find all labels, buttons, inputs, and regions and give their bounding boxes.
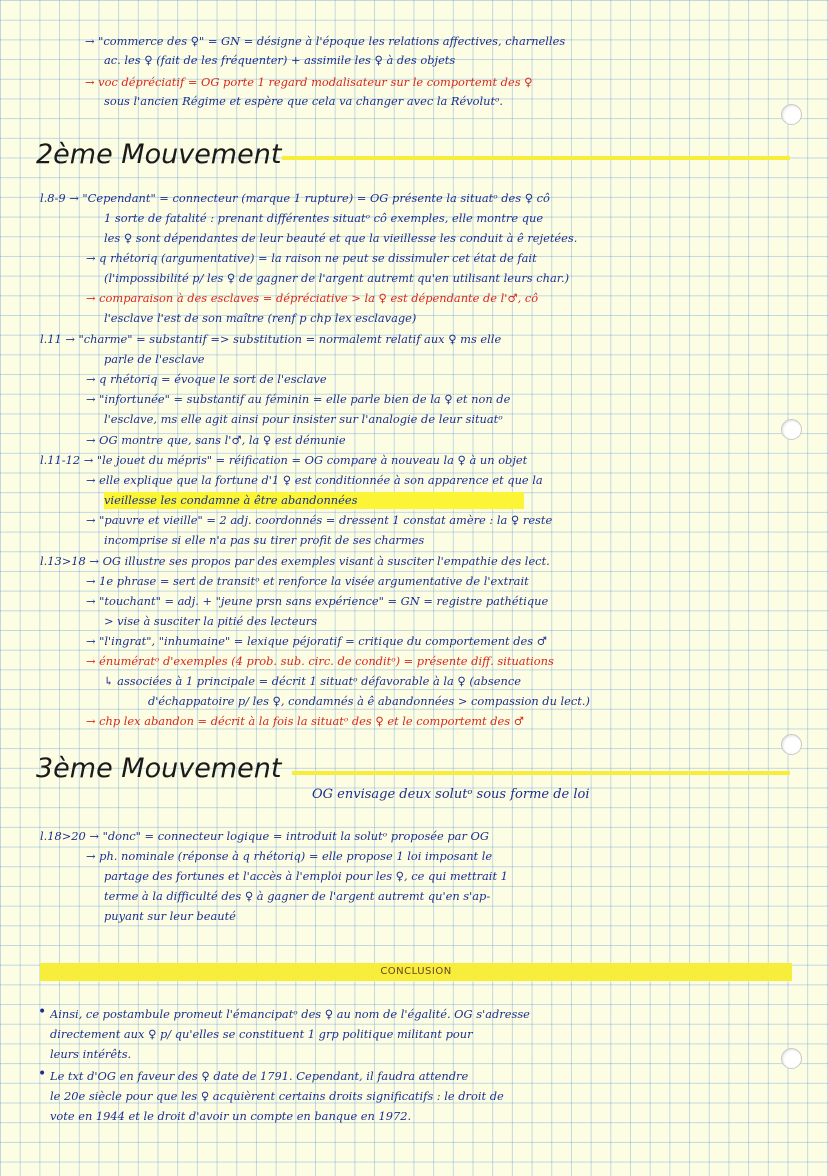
note-line: parle de l'esclave: [104, 352, 205, 366]
note-line: → "infortunée" = substantif au féminin = elle parle bien de la ♀ et non de: [86, 392, 511, 406]
heading-rule: [282, 156, 790, 160]
note-line: → chp lex abandon = décrit à la fois la situatᵒ des ♀ et le comportemt des ♂: [86, 714, 524, 728]
note-line: d'échappatoire p/ les ♀, condamnés à ê abandonnées > compassion du lect.): [148, 694, 590, 708]
bullet-dot: •: [38, 1004, 47, 1020]
note-line: puyant sur leur beauté: [104, 909, 236, 923]
note-line: → 1e phrase = sert de transitᵒ et renforce la visée argumentative de l'extrait: [86, 574, 529, 588]
note-line: → "l'ingrat", "inhumaine" = lexique péjoratif = critique du comportement des ♂: [86, 634, 547, 648]
conclusion-line: leurs intérêts.: [50, 1047, 132, 1061]
heading-rule: [292, 771, 790, 775]
note-line: incomprise si elle n'a pas su tirer profit de ses charmes: [104, 533, 425, 547]
conclusion-line: le 20e siècle pour que les ♀ acquièrent certains droits significatifs : le droit de: [50, 1089, 504, 1103]
binder-hole: [781, 104, 802, 125]
binder-hole: [781, 419, 802, 440]
bullet-dot: •: [38, 1066, 47, 1082]
movement3-heading: 3ème Mouvement: [36, 753, 282, 784]
note-line: l.18>20 → "donc" = connecteur logique = introduit la solutᵒ proposée par OG: [40, 829, 489, 843]
note-line: les ♀ sont dépendantes de leur beauté et que la vieillesse les conduit à ê rejetées.: [104, 231, 578, 245]
movement3-subtitle: OG envisage deux solutᵒ sous forme de loi: [312, 787, 590, 802]
note-line: terme à la difficulté des ♀ à gagner de l'argent autremt qu'en s'ap-: [104, 889, 491, 903]
note-line: sous l'ancien Régime et espère que cela va changer avec la Révolutᵒ.: [104, 94, 504, 108]
note-line: → ph. nominale (réponse à q rhétoriq) = elle propose 1 loi imposant le: [86, 849, 493, 863]
note-line: → énumératᵒ d'exemples (4 prob. sub. circ. de conditᵒ) = présente diff. situations: [86, 654, 554, 668]
note-line: → q rhétoriq (argumentative) = la raison ne peut se dissimuler cet état de fait: [86, 251, 537, 265]
note-line: ↳ associées à 1 principale = décrit 1 situatᵒ défavorable à la ♀ (absence: [104, 674, 521, 688]
conclusion-title: CONCLUSION: [380, 966, 452, 977]
conclusion-line: vote en 1944 et le droit d'avoir un compte en banque en 1972.: [50, 1109, 412, 1123]
note-line: (l'impossibilité p/ les ♀ de gagner de l'argent autremt qu'en utilisant leurs char.): [104, 271, 570, 285]
note-line: → comparaison à des esclaves = dépréciative > la ♀ est dépendante de l'♂, cô: [86, 291, 539, 305]
movement2-heading: 2ème Mouvement: [36, 139, 282, 170]
note-line: l'esclave l'est de son maître (renf p chp lex esclavage): [104, 311, 417, 325]
note-line: 1 sorte de fatalité : prenant différentes situatᵒ cô exemples, elle montre que: [104, 211, 544, 225]
note-line: l'esclave, ms elle agit ainsi pour insister sur l'analogie de leur situatᵒ: [104, 412, 503, 426]
note-line: → elle explique que la fortune d'1 ♀ est conditionnée à son apparence et que la: [86, 473, 543, 487]
note-line: → "commerce des ♀" = GN = désigne à l'époque les relations affectives, charnelles: [85, 34, 566, 48]
note-line: → OG montre que, sans l'♂, la ♀ est démunie: [86, 433, 346, 447]
note-line: vieillesse les condamne à être abandonnées: [104, 492, 524, 509]
note-line: partage des fortunes et l'accès à l'emploi pour les ♀, ce qui mettrait 1: [104, 869, 508, 883]
note-line: ac. les ♀ (fait de les fréquenter) + assimile les ♀ à des objets: [104, 53, 456, 67]
note-line: > vise à susciter la pitié des lecteurs: [104, 614, 318, 628]
note-line: → voc dépréciatif = OG porte 1 regard modalisateur sur le comportemt des ♀: [85, 75, 533, 89]
binder-hole: [781, 734, 802, 755]
conclusion-band: [40, 963, 792, 981]
binder-hole: [781, 1048, 802, 1069]
conclusion-line: Le txt d'OG en faveur des ♀ date de 1791. Cependant, il faudra attendre: [50, 1069, 469, 1083]
note-line: l.11-12 → "le jouet du mépris" = réification = OG compare à nouveau la ♀ à un objet: [40, 453, 528, 467]
note-line: l.13>18 → OG illustre ses propos par des exemples visant à susciter l'empathie des lect.: [40, 554, 550, 568]
note-line: → "pauvre et vieille" = 2 adj. coordonnés = dressent 1 constat amère : la ♀ reste: [86, 513, 553, 527]
note-line: → q rhétoriq = évoque le sort de l'esclave: [86, 372, 327, 386]
conclusion-line: Ainsi, ce postambule promeut l'émancipatᵒ des ♀ au nom de l'égalité. OG s'adresse: [50, 1007, 530, 1021]
note-line: l.11 → "charme" = substantif => substitution = normalemt relatif aux ♀ ms elle: [40, 332, 502, 346]
conclusion-line: directement aux ♀ p/ qu'elles se constituent 1 grp politique militant pour: [50, 1027, 473, 1041]
note-line: l.8-9 → "Cependant" = connecteur (marque 1 rupture) = OG présente la situatᵒ des ♀ cô: [40, 191, 550, 205]
note-line: → "touchant" = adj. + "jeune prsn sans expérience" = GN = registre pathétique: [86, 594, 549, 608]
